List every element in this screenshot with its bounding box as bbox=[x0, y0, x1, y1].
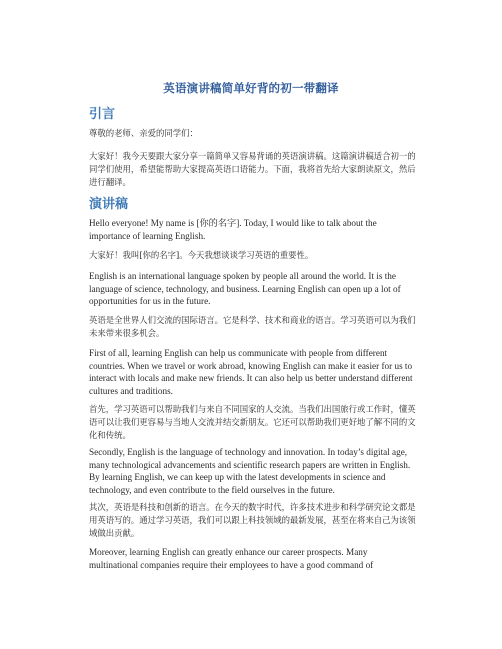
paragraph-en-2: English is an international language spoken by people all around the world. It is the language of science, technology, and business. Learning English can open up a lot of opportunities for us in the future. bbox=[89, 271, 401, 307]
document-title: 英语演讲稿简单好背的初一带翻译 bbox=[163, 81, 339, 95]
paragraph-en-5: Moreover, learning English can greatly enhance our career prospects. Many multinational companies require their employees to have a good command of bbox=[89, 547, 374, 570]
paragraph-zh-1: 大家好！我叫[你的名字]。今天我想谈谈学习英语的重要性。 bbox=[89, 250, 314, 260]
paragraph-zh-2: 英语是全世界人们交流的国际语言。它是科学、技术和商业的语言。学习英语可以为我们未来带来很多机会。 bbox=[89, 315, 416, 339]
section-heading-intro: 引言 bbox=[89, 107, 116, 122]
paragraph-zh-3: 首先，学习英语可以帮助我们与来自不同国家的人交流。当我们出国旅行或工作时，懂英语可以让我们更容易与当地人交流并结交新朋友。它还可以帮助我们更好地了解不同的文化和传统。 bbox=[89, 404, 416, 441]
paragraph-intro: 大家好！我今天要跟大家分享一篇简单又容易背诵的英语演讲稿。这篇演讲稿适合初一的同学们使用，希望能帮助大家提高英语口语能力。下面，我将首先给大家朗读原文，然后进行翻译。 bbox=[89, 151, 416, 188]
paragraph-en-3: First of all, learning English can help us communicate with people from different countries. When we travel or work abroad, knowing English can make it easier for us to interact with locals and make new friends. It can also help us better understand different cultures and traditions. bbox=[89, 348, 413, 396]
section-heading-speech: 演讲稿 bbox=[89, 197, 129, 212]
paragraph-zh-4: 其次，英语是科技和创新的语言。在今天的数字时代，许多技术进步和科学研究论文都是用英语写的。通过学习英语，我们可以跟上科技领域的最新发展，甚至在将来自己为该领域做出贡献。 bbox=[89, 502, 416, 539]
paragraph-en-4: Secondly, English is the language of technology and innovation. In today’s digital age, many technological advancements and scientific research papers are written in English. By learning English, we can keep up with the latest developments in science and technology, and even contribute to the field ourselves in the future. bbox=[89, 447, 411, 495]
paragraph-greeting: 尊敬的老师、亲爱的同学们： bbox=[89, 128, 198, 138]
paragraph-en-1: Hello everyone! My name is [你的名字]. Today, I would like to talk about the importance of learning English. bbox=[89, 218, 377, 241]
